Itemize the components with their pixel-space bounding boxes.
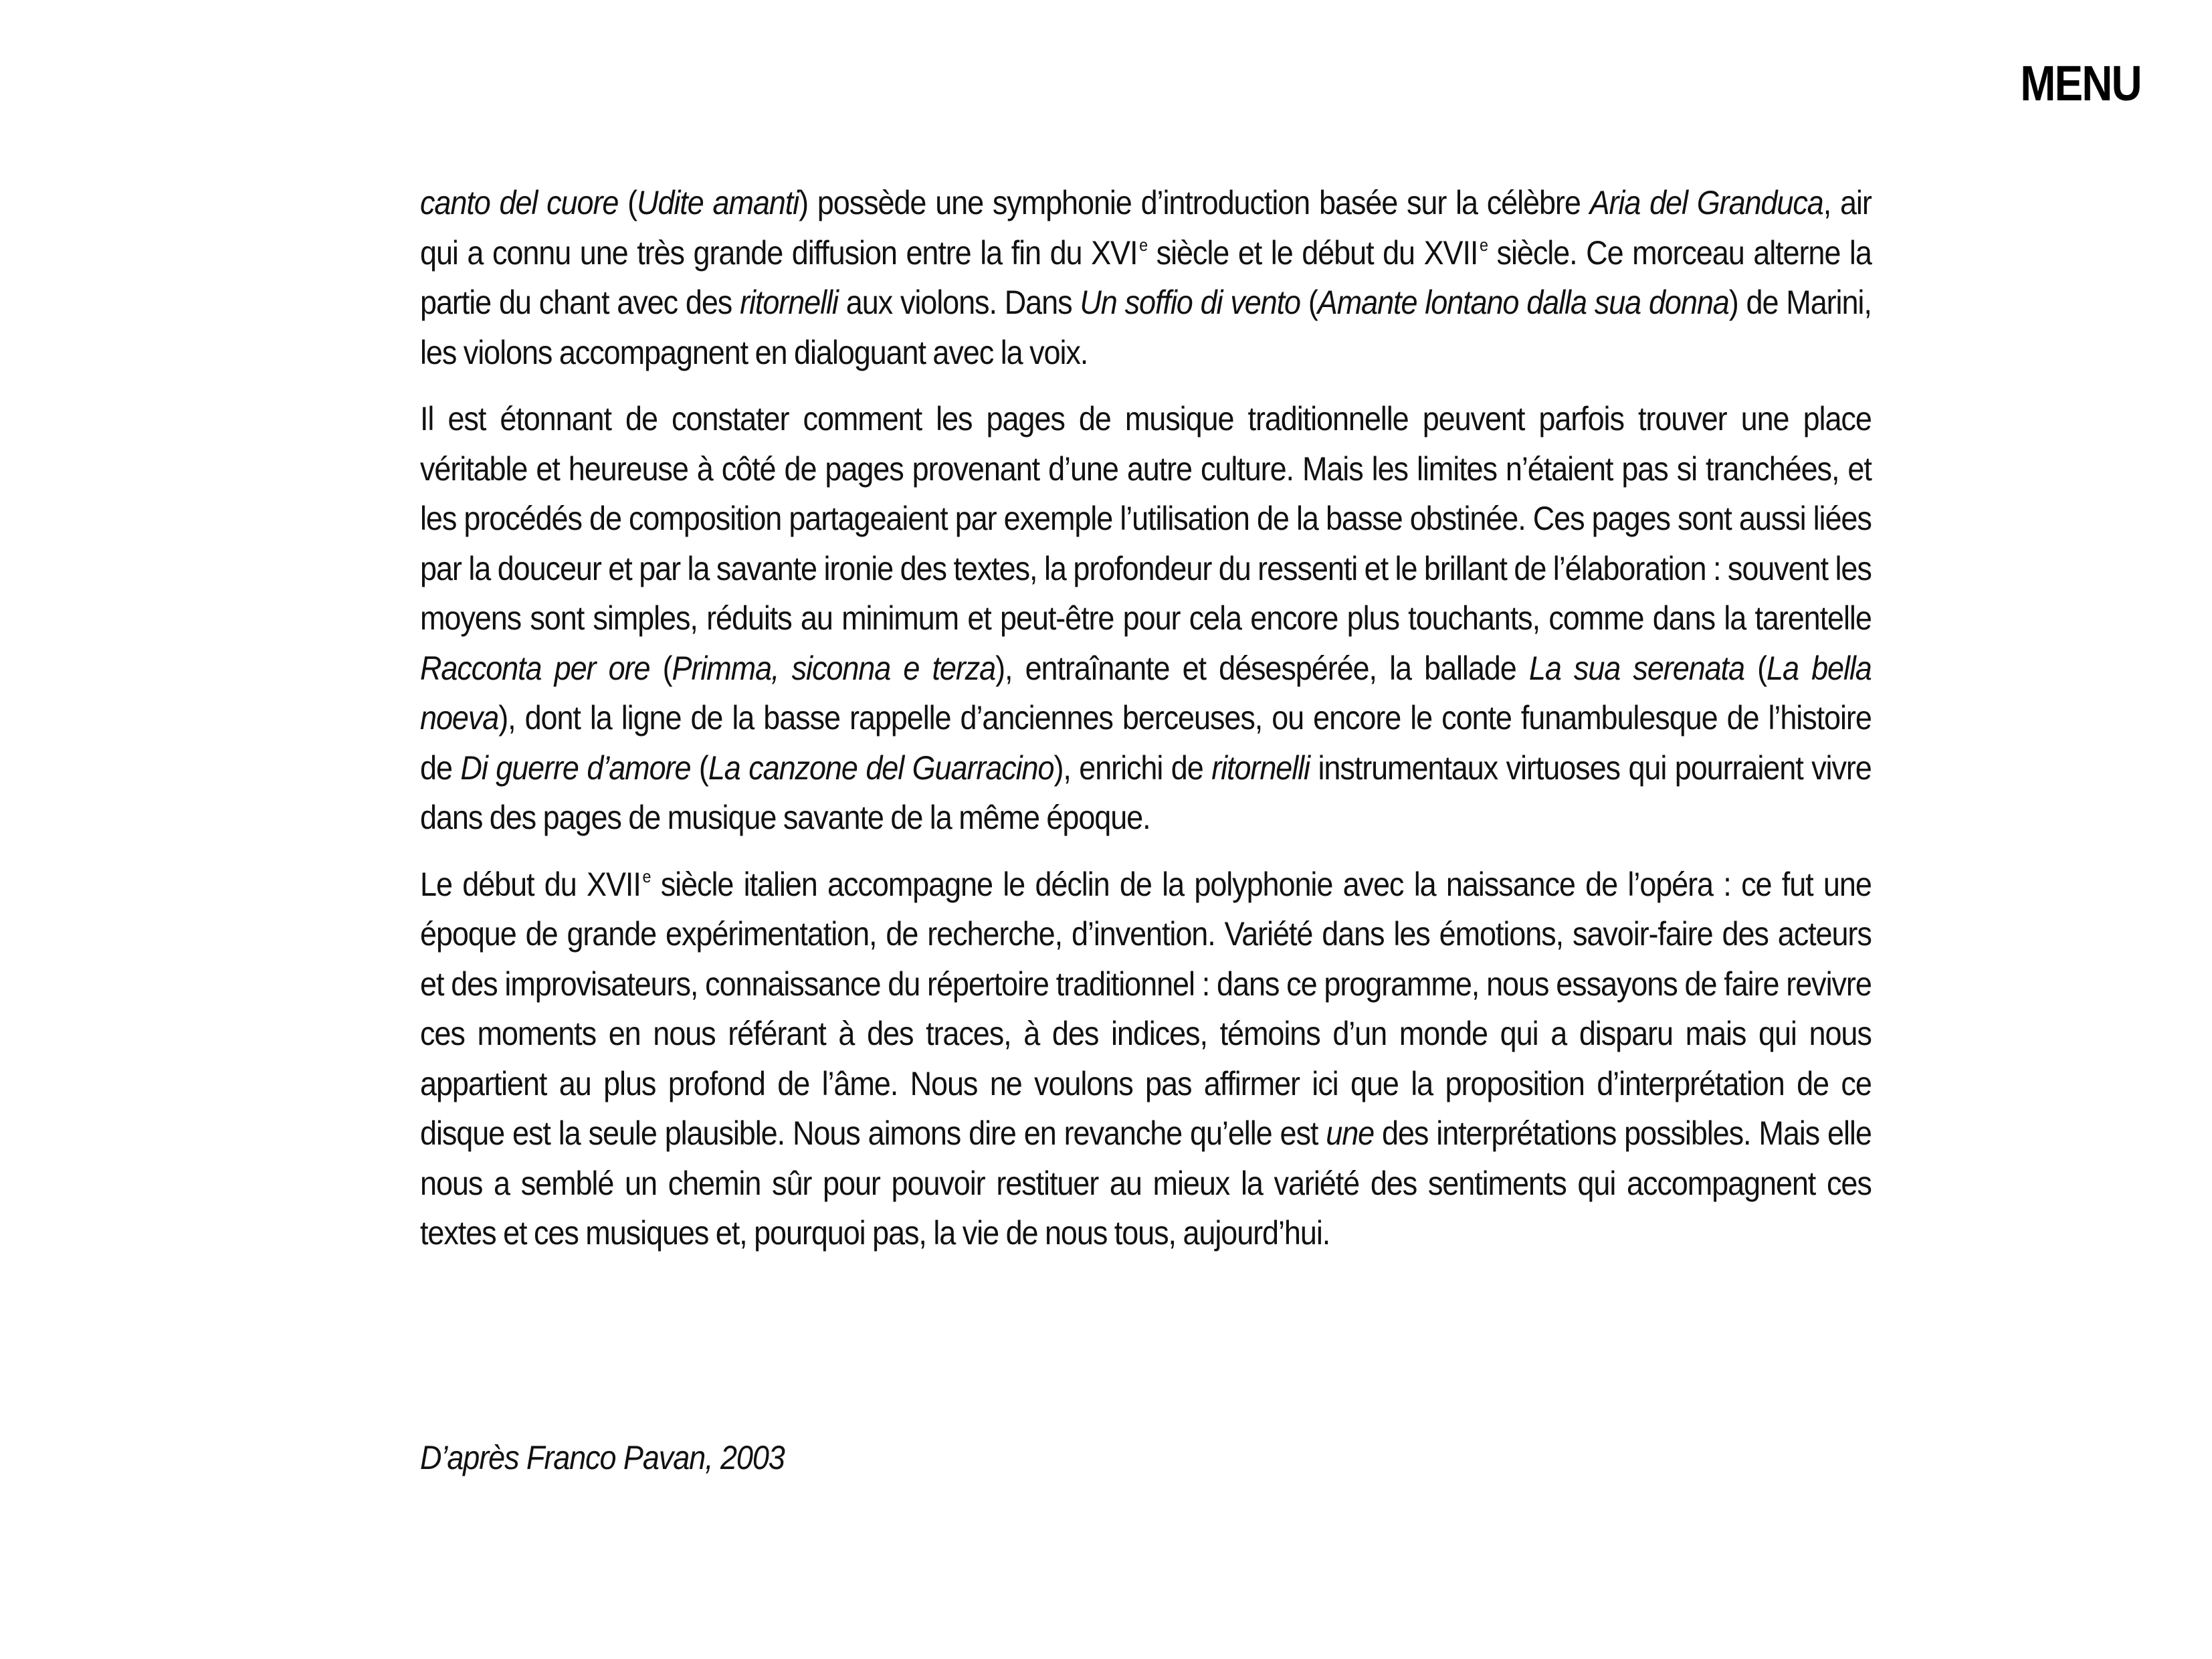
text-run: siècle italien accompagne le déclin de la polyphonie avec la naissance de l’opéra : ce fut une époque de grande expérimentation, de recherche, d’invention. Variété dans les émotions, savoir-faire des acteurs et des improvisateurs, connaissance du répertoire traditionnel : dans ce programme, nous essayons de faire revivre ces moments en nous référant à des traces, à des indices, témoins d’un monde qui a disparu mais qui nous appartient au plus profond de l’âme. Nous ne voulons pas affirmer ici que la proposition d’interprétation de ce disque est la seule plausible. Nous aimons dire en revanche qu’elle est [420,865,1872,1152]
main-text [420,178,1872,1275]
superscript-text: e [1480,234,1488,255]
text-run: ( [1744,649,1767,687]
text-run: siècle. Ce morceau alterne la partie du chant avec des [420,233,1872,321]
italic-text: ritornelli [1211,749,1310,787]
italic-text: une [1326,1114,1375,1152]
text-run: ) possède une symphonie d’introduction basée sur la célèbre [799,184,1590,221]
text-run: ), enrichi de [1053,749,1212,787]
italic-text: La sua serenata [1528,649,1744,687]
paragraph [420,394,1872,843]
text-run: ), dont la ligne de la basse rappelle d’anciennes berceuses, ou encore le conte funambulesque de l’histoire de [420,699,1872,787]
text-run: siècle et le début du XVII [1147,233,1478,272]
text-run: ( [1300,284,1318,321]
italic-text: La bella noeva [420,649,1872,737]
menu-button[interactable]: MENU [2020,56,2141,111]
text-run: aux violons. Dans [837,284,1080,321]
italic-text: Aria del Granduca [1589,184,1823,221]
text-run: , air qui a connu une très grande diffusion entre la fin du XVI [420,184,1872,272]
text-run: Le début du XVII [420,865,641,903]
italic-text: Udite amanti [637,184,799,221]
italic-text: Un soffio di vento [1080,284,1301,321]
italic-text: Racconta per ore [420,649,650,687]
text-run: ), entraînante et désespérée, la ballade [995,649,1529,687]
text-run: Il est étonnant de constater comment les pages de musique traditionnelle peuvent parfois trouver une place véritable et heureuse à côté de pages provenant d’une autre culture. Mais les limites n’étaient pas si tranchées, et les procédés de composition partageaient par exemple l’utilisation de la basse obstinée. Ces pages sont aussi liées par la douceur et par la savante ironie des textes, la profondeur du ressenti et le brillant de l’élaboration : souvent les moyens sont simples, réduits au minimum et peut-être pour cela encore plus touchants, comme dans la tarentelle [420,400,1872,637]
italic-text: ritornelli [740,284,838,321]
text-run: ) de Marini, les violons accompagnent en dialoguant avec la voix. [420,284,1872,371]
author-credit: D’après Franco Pavan, 2003 [420,1439,785,1476]
italic-text: Primma, siconna e terza [672,649,996,687]
superscript-text: e [1139,234,1148,255]
text-run: des interprétations possibles. Mais elle nous a semblé un chemin sûr pour pouvoir restituer au mieux la variété des sentiments qui accompagnent ces textes et ces musiques et, pourquoi pas, la vie de nous tous, aujourd’hui. [420,1114,1872,1252]
text-run: instrumentaux virtuoses qui pourraient vivre dans des pages de musique savante de la même époque. [420,749,1872,836]
italic-text: canto del cuore [420,184,619,221]
text-run: ( [618,184,637,221]
text-run: ( [649,649,672,687]
superscript-text: e [642,866,651,886]
italic-text: Amante lontano dalla sua donna [1317,284,1729,321]
paragraph [420,178,1872,377]
paragraph [420,860,1872,1258]
italic-text: La canzone del Guarracino [708,749,1054,787]
italic-text: Di guerre d’amore [460,749,691,787]
text-run: ( [690,749,708,787]
